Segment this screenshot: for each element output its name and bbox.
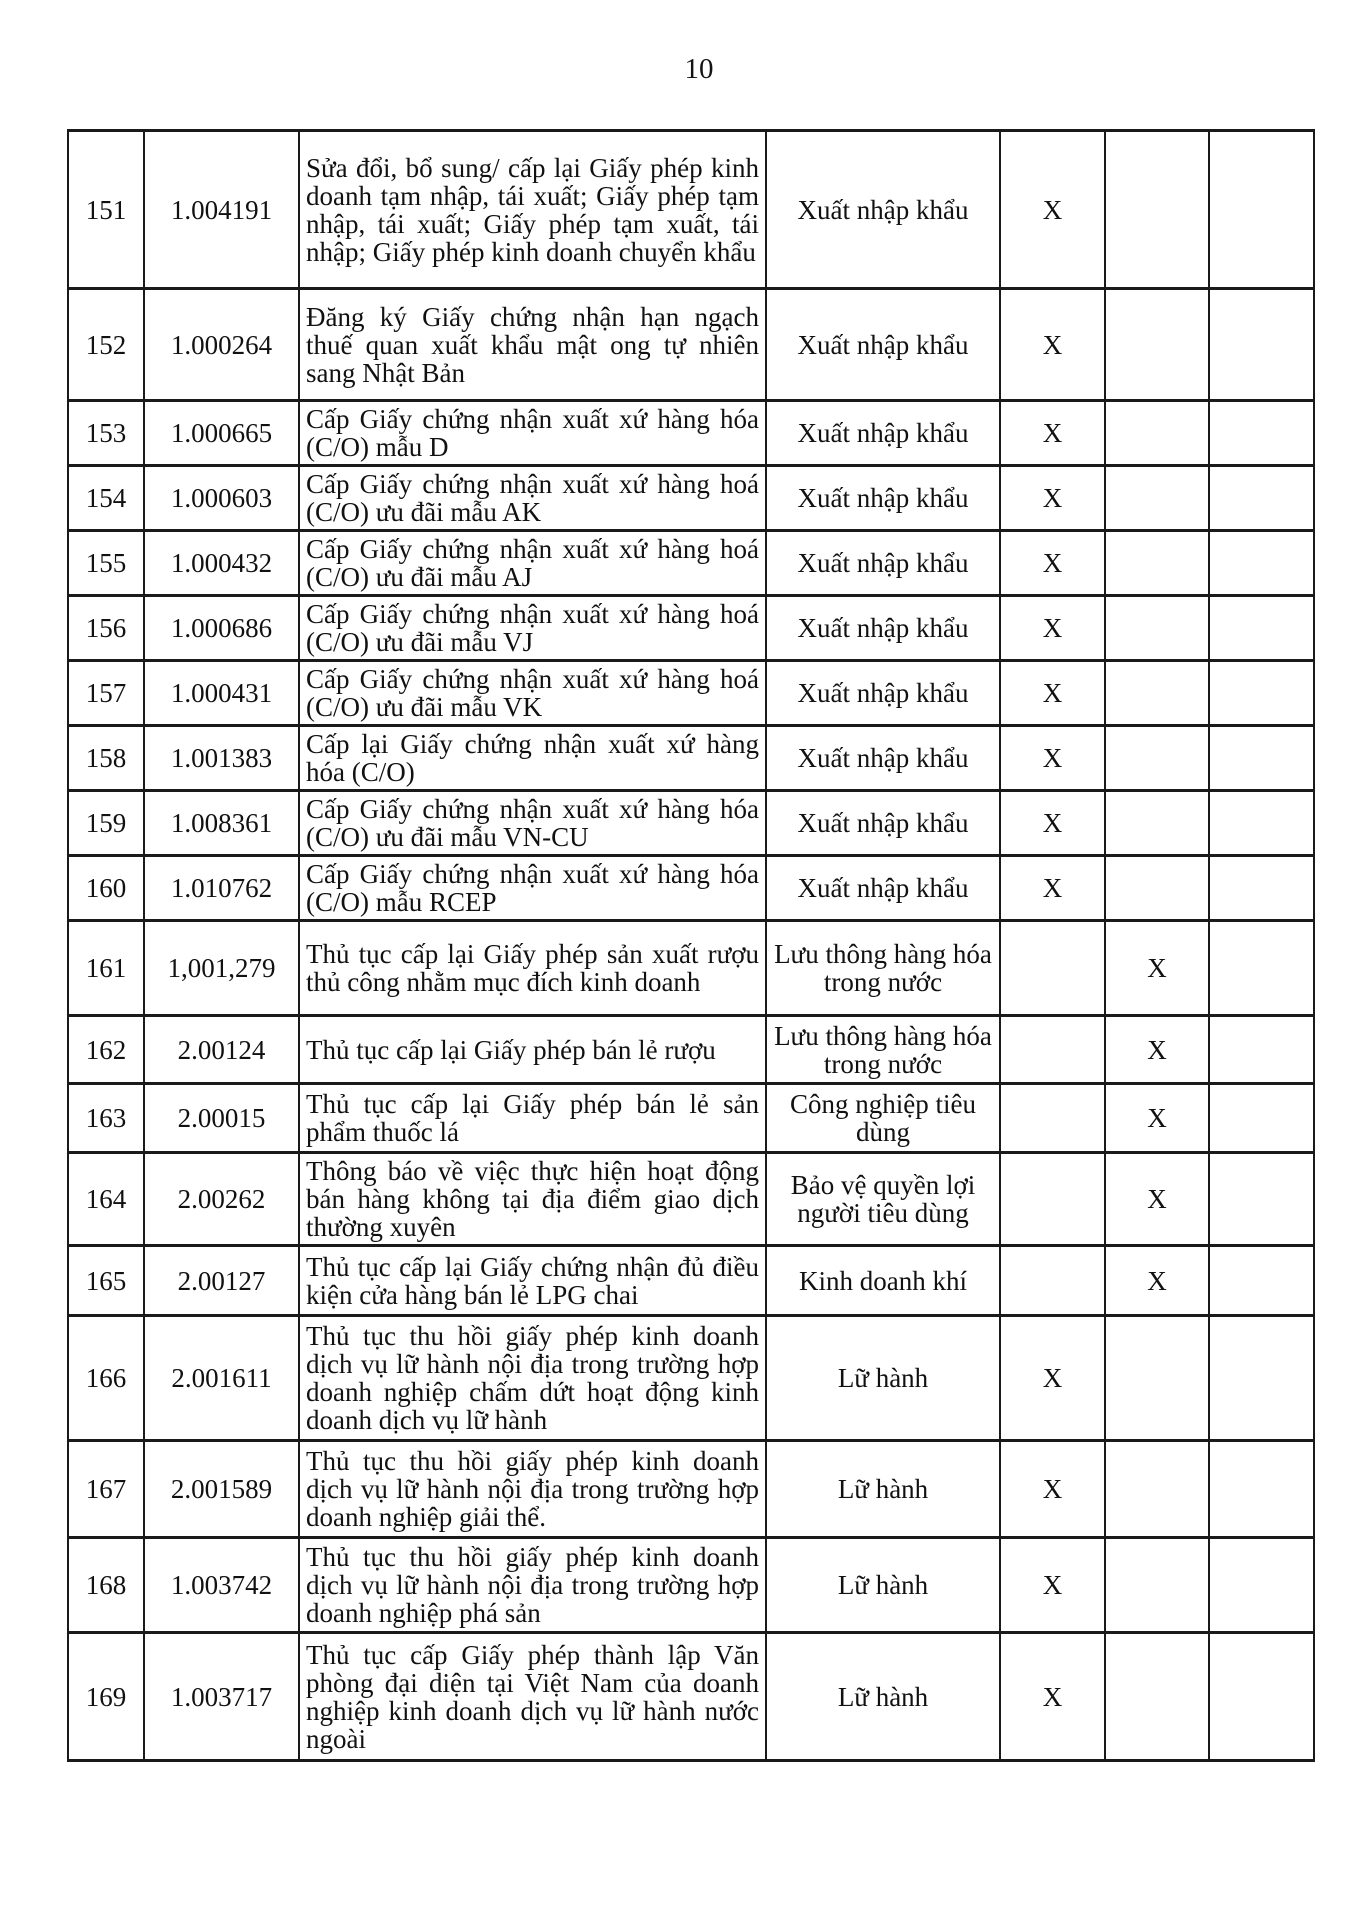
procedure-name-cell: Cấp Giấy chứng nhận xuất xứ hàng hoá (C/O) ưu đãi mẫu VJ [299,596,766,661]
mark-x2-cell [1105,1316,1209,1441]
procedure-name-cell: Thủ tục thu hồi giấy phép kinh doanh dịch vụ lữ hành nội địa trong trường hợp doanh nghiệp giải thể. [299,1441,766,1538]
table-row [68,1441,1314,1538]
mark-x2-cell: X [1105,1016,1209,1084]
mark-x2-cell [1105,466,1209,531]
row-number-cell: 158 [68,726,144,791]
row-number-cell: 163 [68,1084,144,1153]
table-row [68,661,1314,726]
mark-x1-cell [1000,921,1105,1016]
procedure-name-cell: Thủ tục thu hồi giấy phép kinh doanh dịch vụ lữ hành nội địa trong trường hợp doanh nghiệp phá sản [299,1538,766,1633]
procedure-name-cell: Thủ tục cấp lại Giấy phép bán lẻ sản phẩm thuốc lá [299,1084,766,1153]
note-cell [1209,131,1314,289]
table-row [68,1153,1314,1246]
row-number-cell: 164 [68,1153,144,1246]
table-row [68,856,1314,921]
note-cell [1209,1246,1314,1316]
row-number-cell: 157 [68,661,144,726]
row-number-cell: 168 [68,1538,144,1633]
row-number-cell: 155 [68,531,144,596]
procedure-name-cell: Cấp Giấy chứng nhận xuất xứ hàng hoá (C/O) ưu đãi mẫu AJ [299,531,766,596]
code-cell: 1.004191 [144,131,299,289]
category-cell: Lữ hành [766,1441,1000,1538]
category-cell: Lưu thông hàng hóa trong nước [766,1016,1000,1084]
page-number: 10 [684,53,714,85]
mark-x2-cell [1105,1441,1209,1538]
category-cell: Xuất nhập khẩu [766,726,1000,791]
table-row [68,1246,1314,1316]
code-cell: 2.00124 [144,1016,299,1084]
note-cell [1209,289,1314,401]
code-cell: 1.000432 [144,531,299,596]
mark-x1-cell: X [1000,596,1105,661]
mark-x2-cell [1105,131,1209,289]
procedure-name-cell: Cấp lại Giấy chứng nhận xuất xứ hàng hóa (C/O) [299,726,766,791]
procedure-name-cell: Thủ tục thu hồi giấy phép kinh doanh dịch vụ lữ hành nội địa trong trường hợp doanh nghiệp chấm dứt hoạt động kinh doanh dịch vụ lữ hành [299,1316,766,1441]
mark-x1-cell: X [1000,1633,1105,1761]
mark-x1-cell: X [1000,661,1105,726]
mark-x1-cell: X [1000,131,1105,289]
row-number-cell: 167 [68,1441,144,1538]
note-cell [1209,1633,1314,1761]
procedure-name-cell: Cấp Giấy chứng nhận xuất xứ hàng hóa (C/O) mẫu D [299,401,766,466]
code-cell: 1.001383 [144,726,299,791]
note-cell [1209,726,1314,791]
code-cell: 1.000686 [144,596,299,661]
table-row [68,1316,1314,1441]
row-number-cell: 152 [68,289,144,401]
note-cell [1209,1316,1314,1441]
code-cell: 1,001,279 [144,921,299,1016]
procedure-name-cell: Cấp Giấy chứng nhận xuất xứ hàng hoá (C/O) ưu đãi mẫu AK [299,466,766,531]
code-cell: 1.003717 [144,1633,299,1761]
procedure-name-cell: Sửa đổi, bổ sung/ cấp lại Giấy phép kinh doanh tạm nhập, tái xuất; Giấy phép tạm nhập, tái xuất; Giấy phép tạm xuất, tái nhập; Giấy phép kinh doanh chuyển khẩu [299,131,766,289]
note-cell [1209,531,1314,596]
row-number-cell: 156 [68,596,144,661]
row-number-cell: 154 [68,466,144,531]
procedures-table-body [68,131,1314,1761]
mark-x2-cell [1105,531,1209,596]
category-cell: Xuất nhập khẩu [766,401,1000,466]
mark-x2-cell [1105,289,1209,401]
table-row [68,401,1314,466]
code-cell: 2.00015 [144,1084,299,1153]
row-number-cell: 153 [68,401,144,466]
mark-x1-cell: X [1000,401,1105,466]
table-row [68,289,1314,401]
table-row [68,531,1314,596]
procedures-table [67,129,1315,1762]
category-cell: Xuất nhập khẩu [766,531,1000,596]
category-cell: Xuất nhập khẩu [766,289,1000,401]
note-cell [1209,1441,1314,1538]
note-cell [1209,1538,1314,1633]
mark-x1-cell: X [1000,289,1105,401]
note-cell [1209,856,1314,921]
code-cell: 1.008361 [144,791,299,856]
table-row [68,1016,1314,1084]
procedure-name-cell: Thông báo về việc thực hiện hoạt động bán hàng không tại địa điểm giao dịch thường xuyên [299,1153,766,1246]
mark-x1-cell: X [1000,791,1105,856]
code-cell: 1.000665 [144,401,299,466]
mark-x1-cell [1000,1246,1105,1316]
category-cell: Xuất nhập khẩu [766,466,1000,531]
mark-x1-cell: X [1000,1538,1105,1633]
note-cell [1209,466,1314,531]
table-row [68,1538,1314,1633]
category-cell: Xuất nhập khẩu [766,791,1000,856]
category-cell: Xuất nhập khẩu [766,131,1000,289]
row-number-cell: 162 [68,1016,144,1084]
row-number-cell: 159 [68,791,144,856]
code-cell: 2.001589 [144,1441,299,1538]
mark-x2-cell: X [1105,1153,1209,1246]
mark-x1-cell: X [1000,1441,1105,1538]
note-cell [1209,921,1314,1016]
category-cell: Xuất nhập khẩu [766,596,1000,661]
procedure-name-cell: Cấp Giấy chứng nhận xuất xứ hàng hoá (C/O) ưu đãi mẫu VK [299,661,766,726]
code-cell: 2.001611 [144,1316,299,1441]
mark-x2-cell [1105,1633,1209,1761]
mark-x2-cell [1105,1538,1209,1633]
procedure-name-cell: Thủ tục cấp lại Giấy phép bán lẻ rượu [299,1016,766,1084]
note-cell [1209,1084,1314,1153]
procedure-name-cell: Cấp Giấy chứng nhận xuất xứ hàng hóa (C/O) mẫu RCEP [299,856,766,921]
procedure-name-cell: Đăng ký Giấy chứng nhận hạn ngạch thuế quan xuất khẩu mật ong tự nhiên sang Nhật Bản [299,289,766,401]
procedure-name-cell: Thủ tục cấp lại Giấy phép sản xuất rượu thủ công nhằm mục đích kinh doanh [299,921,766,1016]
table-row [68,131,1314,289]
note-cell [1209,1153,1314,1246]
table-row [68,1084,1314,1153]
code-cell: 2.00262 [144,1153,299,1246]
mark-x2-cell [1105,661,1209,726]
table-row [68,596,1314,661]
mark-x2-cell [1105,726,1209,791]
note-cell [1209,661,1314,726]
mark-x2-cell [1105,596,1209,661]
mark-x1-cell [1000,1016,1105,1084]
category-cell: Kinh doanh khí [766,1246,1000,1316]
mark-x1-cell [1000,1084,1105,1153]
code-cell: 1.000431 [144,661,299,726]
procedure-name-cell: Thủ tục cấp lại Giấy chứng nhận đủ điều kiện cửa hàng bán lẻ LPG chai [299,1246,766,1316]
note-cell [1209,401,1314,466]
table-row [68,1633,1314,1761]
row-number-cell: 161 [68,921,144,1016]
mark-x2-cell [1105,401,1209,466]
mark-x2-cell [1105,791,1209,856]
mark-x2-cell [1105,856,1209,921]
code-cell: 1.010762 [144,856,299,921]
mark-x1-cell: X [1000,466,1105,531]
code-cell: 1.000603 [144,466,299,531]
category-cell: Lưu thông hàng hóa trong nước [766,921,1000,1016]
table-row [68,466,1314,531]
row-number-cell: 165 [68,1246,144,1316]
category-cell: Công nghiệp tiêu dùng [766,1084,1000,1153]
note-cell [1209,1016,1314,1084]
category-cell: Lữ hành [766,1316,1000,1441]
table-row [68,791,1314,856]
code-cell: 2.00127 [144,1246,299,1316]
row-number-cell: 169 [68,1633,144,1761]
row-number-cell: 166 [68,1316,144,1441]
mark-x1-cell [1000,1153,1105,1246]
row-number-cell: 160 [68,856,144,921]
procedure-name-cell: Cấp Giấy chứng nhận xuất xứ hàng hóa (C/O) ưu đãi mẫu VN-CU [299,791,766,856]
mark-x1-cell: X [1000,726,1105,791]
category-cell: Xuất nhập khẩu [766,856,1000,921]
mark-x2-cell: X [1105,921,1209,1016]
mark-x2-cell: X [1105,1246,1209,1316]
procedure-name-cell: Thủ tục cấp Giấy phép thành lập Văn phòng đại diện tại Việt Nam của doanh nghiệp kinh doanh dịch vụ lữ hành nước ngoài [299,1633,766,1761]
row-number-cell: 151 [68,131,144,289]
category-cell: Bảo vệ quyền lợi người tiêu dùng [766,1153,1000,1246]
category-cell: Xuất nhập khẩu [766,661,1000,726]
mark-x1-cell: X [1000,1316,1105,1441]
code-cell: 1.000264 [144,289,299,401]
note-cell [1209,596,1314,661]
mark-x1-cell: X [1000,856,1105,921]
table-row [68,921,1314,1016]
category-cell: Lữ hành [766,1538,1000,1633]
mark-x2-cell: X [1105,1084,1209,1153]
mark-x1-cell: X [1000,531,1105,596]
code-cell: 1.003742 [144,1538,299,1633]
category-cell: Lữ hành [766,1633,1000,1761]
note-cell [1209,791,1314,856]
table-row [68,726,1314,791]
